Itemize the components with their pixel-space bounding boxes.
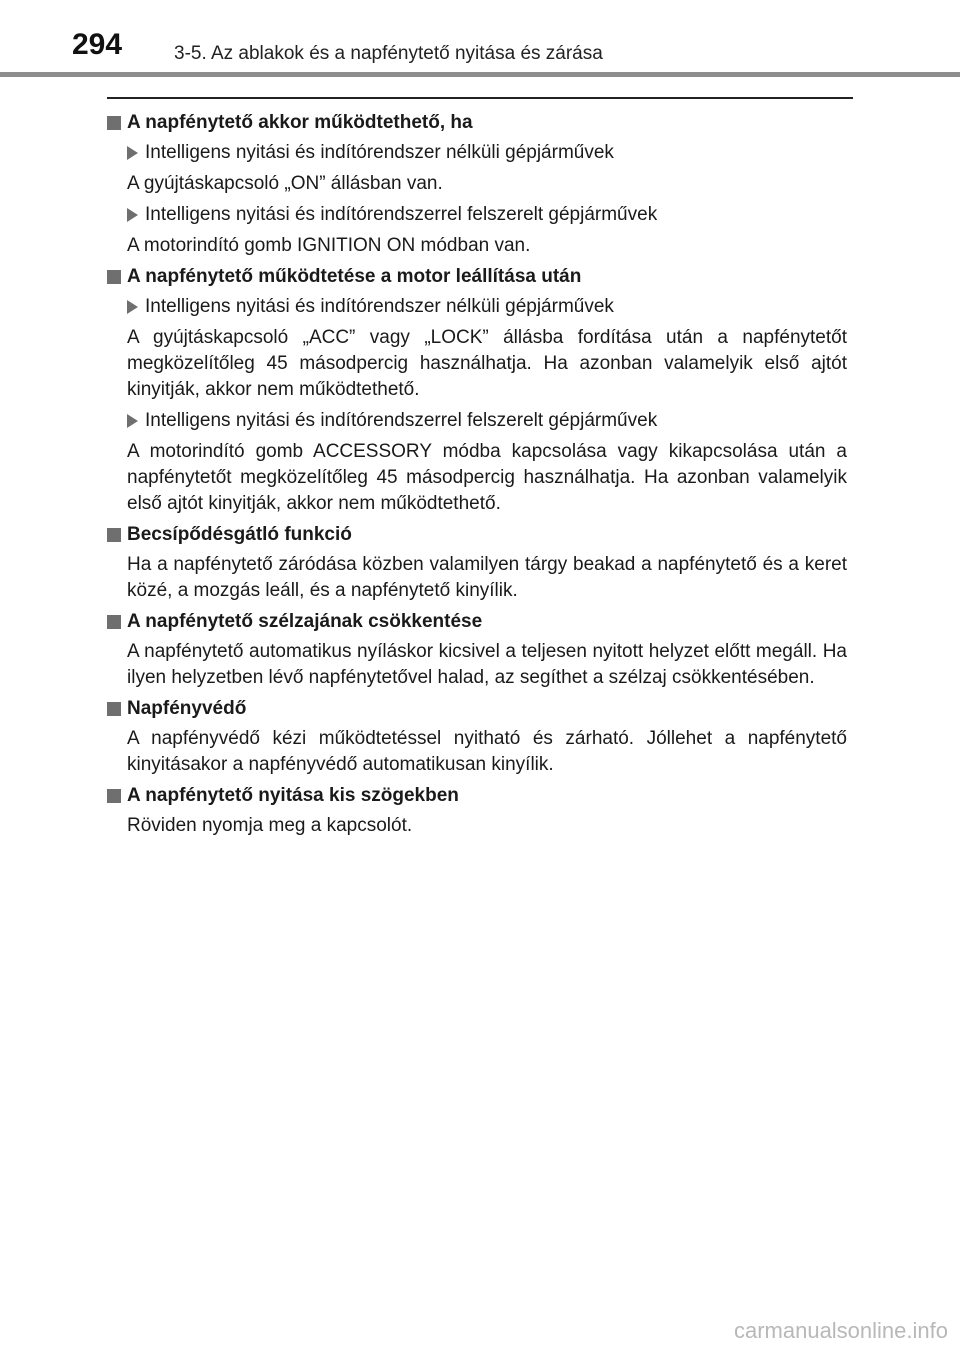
section	[107, 264, 847, 517]
chapter-title: 3-5. Az ablakok és a napfénytető nyitása és zárása	[174, 43, 603, 64]
body-paragraph: A gyújtáskapcsoló „ON” állásban van.	[127, 173, 443, 194]
section-heading	[107, 783, 847, 809]
body-paragraph: Röviden nyomja meg a kapcsolót.	[127, 815, 413, 836]
square-bullet-icon	[107, 528, 121, 542]
sub-heading	[127, 408, 847, 434]
section-heading-text: A napfénytető akkor működtethető, ha	[127, 112, 473, 133]
triangle-bullet-icon	[127, 146, 138, 160]
page-header	[0, 0, 960, 82]
body-paragraph: A napfénytető automatikus nyíláskor kicsivel a teljesen nyitott helyzet előtt megáll. Ha ilyen helyzetben lévő napfénytetővel halad, az segíthet a szélzaj csökkentésében.	[127, 641, 847, 688]
section	[107, 110, 847, 259]
sub-heading-text: Intelligens nyitási és indítórendszer nélküli gépjárművek	[145, 142, 614, 163]
triangle-bullet-icon	[127, 414, 138, 428]
square-bullet-icon	[107, 789, 121, 803]
triangle-bullet-icon	[127, 300, 138, 314]
section-heading-text: Becsípődésgátló funkció	[127, 524, 352, 545]
section-heading-text: Napfényvédő	[127, 698, 247, 719]
section-heading-text: A napfénytető szélzajának csökkentése	[127, 611, 483, 632]
section	[107, 696, 847, 778]
section	[107, 522, 847, 604]
section-heading	[107, 696, 847, 722]
triangle-bullet-icon	[127, 208, 138, 222]
section-heading	[107, 264, 847, 290]
section-heading	[107, 522, 847, 548]
section	[107, 783, 847, 839]
body-paragraph: A napfényvédő kézi működtetéssel nyitható és zárható. Jóllehet a napfénytető kinyitásakor a napfényvédő automatikusan kinyílik.	[127, 728, 847, 775]
sub-heading	[127, 140, 847, 166]
square-bullet-icon	[107, 116, 121, 130]
sub-heading-text: Intelligens nyitási és indítórendszer nélküli gépjárművek	[145, 296, 614, 317]
sub-heading-text: Intelligens nyitási és indítórendszerrel felszerelt gépjárművek	[145, 204, 658, 225]
square-bullet-icon	[107, 702, 121, 716]
sub-heading	[127, 294, 847, 320]
body-paragraph: A motorindító gomb IGNITION ON módban van.	[127, 235, 531, 256]
body-paragraph: Ha a napfénytető záródása közben valamilyen tárgy beakad a napfénytető és a keret közé, a mozgás leáll, és a napfénytető kinyílik.	[127, 554, 847, 601]
header-rule	[0, 72, 960, 77]
page-number: 294	[72, 28, 123, 61]
sub-heading	[127, 202, 847, 228]
section-heading	[107, 110, 847, 136]
section-heading-text: A napfénytető nyitása kis szögekben	[127, 785, 459, 806]
content-top-rule	[107, 97, 853, 99]
body-paragraph: A gyújtáskapcsoló „ACC” vagy „LOCK” állásba fordítása után a napfénytetőt megközelítőleg 45 másodpercig használhatja. Ha azonban valamelyik első ajtót kinyitják, akkor nem működtethető.	[127, 327, 847, 400]
content	[107, 105, 847, 844]
square-bullet-icon	[107, 270, 121, 284]
watermark: carmanualsonline.info	[733, 1318, 948, 1343]
section-heading	[107, 609, 847, 635]
section	[107, 609, 847, 691]
square-bullet-icon	[107, 615, 121, 629]
sub-heading-text: Intelligens nyitási és indítórendszerrel felszerelt gépjárművek	[145, 410, 658, 431]
body-paragraph: A motorindító gomb ACCESSORY módba kapcsolása vagy kikapcsolása után a napfénytetőt megközelítőleg 45 másodpercig használhatja. Ha azonban valamelyik első ajtót kinyitják, akkor nem működtethető.	[127, 441, 847, 514]
section-heading-text: A napfénytető működtetése a motor leállítása után	[127, 266, 582, 287]
